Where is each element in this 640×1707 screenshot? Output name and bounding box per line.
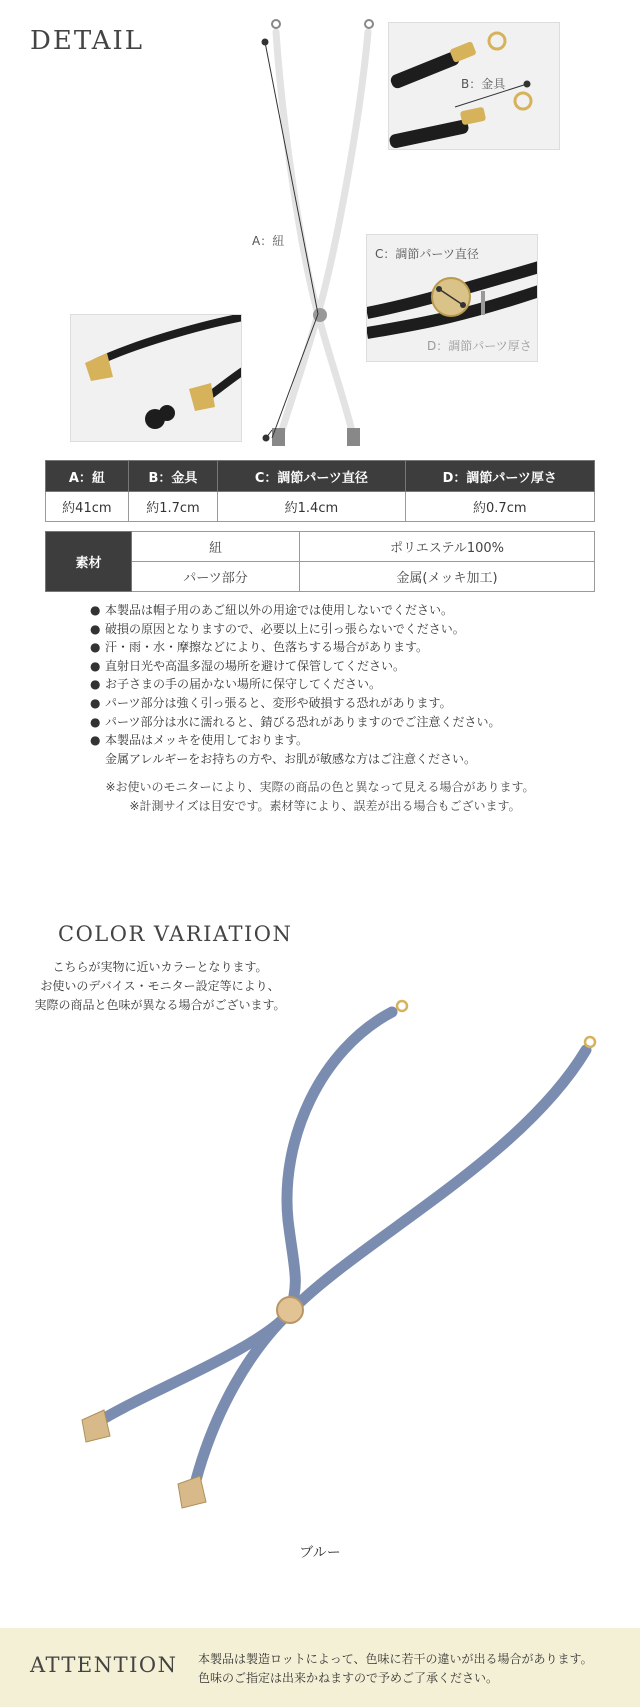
- material-part: パーツ部分: [132, 562, 300, 592]
- note-item: ● パーツ部分は水に濡れると、錆びる恐れがありますのでご注意ください。: [90, 714, 501, 729]
- slider-part: [313, 308, 327, 322]
- size-spec-table: [45, 460, 595, 522]
- remark-monitor: ※お使いのモニターにより、実際の商品の色と異なって見える場合があります。: [105, 780, 535, 794]
- blue-cord-clasp-left: [397, 1001, 407, 1011]
- spec-header-c: C：調節パーツ直径: [218, 461, 405, 492]
- note-continuation: 金属アレルギーをお持ちの方や、お肌が敏感な方はご注意ください。: [105, 751, 476, 766]
- note-item: ● 本製品はメッキを使用しております。: [90, 733, 309, 748]
- material-value: ポリエステル100%: [299, 532, 594, 562]
- note-item: ● パーツ部分は強く引っ張ると、変形や破損する恐れがあります。: [90, 695, 452, 710]
- clasp-left: [272, 20, 280, 28]
- attention-text: [198, 1650, 593, 1688]
- color-desc-line: こちらが実物に近いカラーとなります。: [52, 960, 268, 974]
- leader-line-a: [265, 42, 318, 314]
- attention-line: 色味のご指定は出来かねますので予めご了承ください。: [198, 1671, 499, 1685]
- blue-cord-image: [0, 990, 640, 1530]
- attention-line: 本製品は製造ロットによって、色味に若干の違いが出る場合があります。: [198, 1652, 593, 1666]
- material-part: 紐: [132, 532, 300, 562]
- blue-cord-slider: [277, 1297, 303, 1323]
- blue-cord-clasp-right: [585, 1037, 595, 1047]
- spec-value-d: 約0.7cm: [405, 492, 594, 522]
- care-notes: [90, 601, 610, 768]
- color-variant-label: ブルー: [299, 1545, 341, 1561]
- material-value: 金属(メッキ加工): [299, 562, 594, 592]
- cord-end-cap-right: [347, 428, 360, 446]
- spec-value-a: 約41cm: [46, 492, 129, 522]
- material-table: [45, 531, 595, 592]
- spec-header-b: B：金具: [128, 461, 218, 492]
- cord-end-photo: [70, 314, 242, 442]
- label-a-cord: A：紐: [252, 234, 285, 248]
- clasp-photo: [388, 22, 560, 150]
- note-item: ● 本製品は帽子用のあご紐以外の用途では使用しないでください。: [90, 603, 454, 617]
- note-item: ● お子さまの手の届かない場所に保守してください。: [90, 677, 382, 692]
- color-variation-title: COLOR VARIATION: [58, 922, 293, 946]
- blue-cord-right-strand: [196, 1050, 586, 1480]
- cord-right-strand: [318, 32, 368, 440]
- material-header: 素材: [46, 532, 132, 592]
- clasp-right: [365, 20, 373, 28]
- blue-cord-end-cap-right: [178, 1476, 206, 1508]
- spec-value-c: 約1.4cm: [218, 492, 405, 522]
- label-c-diameter: C：調節パーツ直径: [375, 247, 479, 261]
- color-desc-line: お使いのデバイス・モニター設定等により、: [40, 979, 280, 993]
- label-d-thickness: D：調節パーツ厚さ: [427, 339, 532, 353]
- note-item: ● 破損の原因となりますので、必要以上に引っ張らないでください。: [90, 621, 465, 636]
- color-desc-line: 実際の商品と色味が異なる場合がございます。: [34, 998, 286, 1012]
- cord-end-cap-left: [272, 428, 285, 446]
- spec-value-b: 約1.7cm: [128, 492, 218, 522]
- spec-header-a: A：紐: [46, 461, 129, 492]
- attention-title: ATTENTION: [30, 1653, 178, 1677]
- cord-end-photo-image: [71, 315, 242, 442]
- label-b-fitting: B：金具: [461, 77, 506, 91]
- slider-photo: [366, 234, 538, 362]
- attention-banner: [0, 1628, 640, 1707]
- leader-line-slider-down: [272, 314, 318, 438]
- remark-measurement: ※計測サイズは目安です。素材等により、誤差が出る場合もございます。: [129, 799, 521, 813]
- note-item: ● 直射日光や高温多湿の場所を避けて保管してください。: [90, 658, 406, 673]
- spec-header-d: D：調節パーツ厚さ: [405, 461, 594, 492]
- detail-title: DETAIL: [30, 26, 145, 56]
- note-item: ● 汗・雨・水・摩擦などにより、色落ちする場合があります。: [90, 640, 429, 655]
